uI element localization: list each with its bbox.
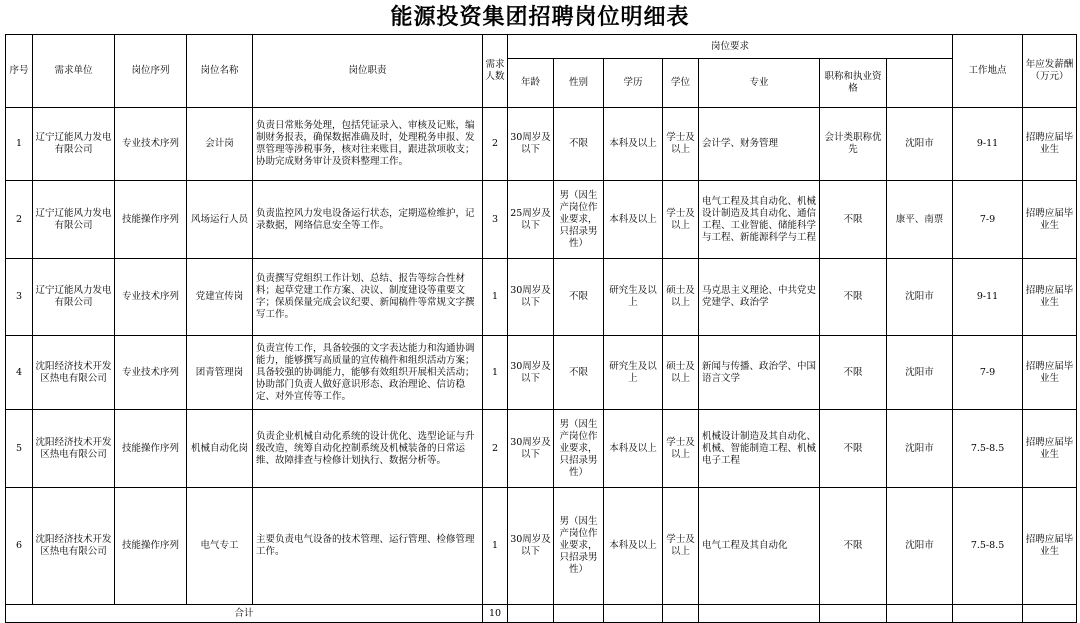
header-dept: 需求单位 bbox=[33, 35, 115, 108]
cell-education: 研究生及以上 bbox=[604, 259, 663, 336]
cell-duty: 主要负责电气设备的技术管理、运行管理、检修管理工作。 bbox=[253, 488, 483, 605]
cell-salary: 7-9 bbox=[953, 181, 1023, 259]
total-label: 合计 bbox=[6, 605, 483, 623]
cell-degree: 学士及以上 bbox=[663, 181, 699, 259]
cell-position: 团青管理岗 bbox=[187, 336, 253, 410]
cell-duty: 负责撰写党组织工作计划、总结、报告等综合性材料；起草党建工作方案、决议、制度建设等重要文字；保质保量完成会议纪要、新闻稿件等常规文字撰写工作。 bbox=[253, 259, 483, 336]
cell-salary: 9-11 bbox=[953, 259, 1023, 336]
total-empty-cell bbox=[508, 605, 554, 623]
cell-location: 沈阳市 bbox=[887, 488, 953, 605]
cell-category: 招聘应届毕业生 bbox=[1023, 108, 1077, 181]
cell-education: 研究生及以上 bbox=[604, 336, 663, 410]
cell-series: 专业技术序列 bbox=[115, 259, 187, 336]
cell-gender: 不限 bbox=[554, 336, 604, 410]
cell-age: 25周岁及以下 bbox=[508, 181, 554, 259]
cell-category: 招聘应届毕业生 bbox=[1023, 488, 1077, 605]
cell-title-qual: 不限 bbox=[820, 181, 887, 259]
cell-gender: 男（因生产岗位作业要求，只招录男性） bbox=[554, 181, 604, 259]
cell-education: 本科及以上 bbox=[604, 410, 663, 488]
cell-age: 30周岁及以下 bbox=[508, 259, 554, 336]
cell-major: 新闻与传播、政治学、中国语言文学 bbox=[699, 336, 820, 410]
cell-count: 1 bbox=[483, 336, 508, 410]
total-empty-cell bbox=[699, 605, 820, 623]
total-empty-cell bbox=[953, 605, 1023, 623]
cell-series: 专业技术序列 bbox=[115, 108, 187, 181]
cell-location: 沈阳市 bbox=[887, 336, 953, 410]
cell-dept: 沈阳经济技术开发区热电有限公司 bbox=[33, 336, 115, 410]
recruitment-table bbox=[5, 34, 1077, 623]
cell-title-qual: 不限 bbox=[820, 259, 887, 336]
cell-location: 沈阳市 bbox=[887, 410, 953, 488]
cell-gender: 不限 bbox=[554, 108, 604, 181]
cell-position: 风场运行人员 bbox=[187, 181, 253, 259]
total-count: 10 bbox=[483, 605, 508, 623]
cell-category: 招聘应届毕业生 bbox=[1023, 181, 1077, 259]
cell-series: 专业技术序列 bbox=[115, 336, 187, 410]
table-row bbox=[6, 259, 1077, 336]
table-row bbox=[6, 410, 1077, 488]
total-empty-cell bbox=[554, 605, 604, 623]
cell-seq: 3 bbox=[6, 259, 33, 336]
cell-count: 1 bbox=[483, 259, 508, 336]
cell-title-qual: 不限 bbox=[820, 336, 887, 410]
total-row bbox=[6, 605, 1077, 623]
cell-title-qual: 不限 bbox=[820, 488, 887, 605]
cell-position: 机械自动化岗 bbox=[187, 410, 253, 488]
cell-salary: 9-11 bbox=[953, 108, 1023, 181]
total-empty-cell bbox=[663, 605, 699, 623]
cell-age: 30周岁及以下 bbox=[508, 410, 554, 488]
cell-major: 马克思主义理论、中共党史党建学、政治学 bbox=[699, 259, 820, 336]
cell-position: 会计岗 bbox=[187, 108, 253, 181]
cell-dept: 沈阳经济技术开发区热电有限公司 bbox=[33, 488, 115, 605]
cell-count: 3 bbox=[483, 181, 508, 259]
cell-duty: 负责日常账务处理，包括凭证录入、审核及记账，编制财务报表，确保数据准确及时，处理税务申报、发票管理等涉税事务，核对往来账目，跟进款项收支；协助完成财务审计及资料整理工作。 bbox=[253, 108, 483, 181]
cell-salary: 7.5-8.5 bbox=[953, 488, 1023, 605]
cell-major: 会计学、财务管理 bbox=[699, 108, 820, 181]
cell-position: 电气专工 bbox=[187, 488, 253, 605]
cell-category: 招聘应届毕业生 bbox=[1023, 259, 1077, 336]
table-row bbox=[6, 108, 1077, 181]
total-empty-cell bbox=[887, 605, 953, 623]
cell-dept: 辽宁辽能风力发电有限公司 bbox=[33, 259, 115, 336]
cell-salary: 7.5-8.5 bbox=[953, 410, 1023, 488]
cell-series: 技能操作序列 bbox=[115, 410, 187, 488]
cell-degree: 硕士及以上 bbox=[663, 336, 699, 410]
header-education: 学历 bbox=[604, 59, 663, 108]
table-row bbox=[6, 488, 1077, 605]
cell-duty: 负责监控风力发电设备运行状态，定期巡检维护，记录数据，网络信息安全等工作。 bbox=[253, 181, 483, 259]
cell-seq: 2 bbox=[6, 181, 33, 259]
page-title: 能源投资集团招聘岗位明细表 bbox=[390, 4, 690, 30]
header-series: 岗位序列 bbox=[115, 35, 187, 108]
header-degree: 学位 bbox=[663, 59, 699, 108]
header-seq: 序号 bbox=[6, 35, 33, 108]
cell-dept: 辽宁辽能风力发电有限公司 bbox=[33, 181, 115, 259]
cell-count: 2 bbox=[483, 410, 508, 488]
cell-category: 招聘应届毕业生 bbox=[1023, 410, 1077, 488]
total-empty-cell bbox=[604, 605, 663, 623]
cell-age: 30周岁及以下 bbox=[508, 336, 554, 410]
cell-education: 本科及以上 bbox=[604, 488, 663, 605]
cell-location: 沈阳市 bbox=[887, 108, 953, 181]
cell-major: 电气工程及其自动化 bbox=[699, 488, 820, 605]
header-requirements: 岗位要求 bbox=[508, 35, 953, 59]
cell-salary: 7-9 bbox=[953, 336, 1023, 410]
table-row bbox=[6, 336, 1077, 410]
cell-seq: 5 bbox=[6, 410, 33, 488]
cell-count: 1 bbox=[483, 488, 508, 605]
cell-gender: 男（因生产岗位作业要求，只招录男性） bbox=[554, 488, 604, 605]
header-location: 工作地点 bbox=[953, 35, 1023, 108]
header-age: 年龄 bbox=[508, 59, 554, 108]
cell-category: 招聘应届毕业生 bbox=[1023, 336, 1077, 410]
cell-major: 机械设计制造及其自动化、机械、智能制造工程、机械电子工程 bbox=[699, 410, 820, 488]
cell-series: 技能操作序列 bbox=[115, 488, 187, 605]
cell-degree: 学士及以上 bbox=[663, 108, 699, 181]
cell-location: 沈阳市 bbox=[887, 259, 953, 336]
cell-location: 康平、南票 bbox=[887, 181, 953, 259]
cell-seq: 1 bbox=[6, 108, 33, 181]
cell-count: 2 bbox=[483, 108, 508, 181]
cell-age: 30周岁及以下 bbox=[508, 488, 554, 605]
cell-title-qual: 不限 bbox=[820, 410, 887, 488]
cell-gender: 男（因生产岗位作业要求，只招录男性） bbox=[554, 410, 604, 488]
cell-title-qual: 会计类职称优先 bbox=[820, 108, 887, 181]
cell-seq: 6 bbox=[6, 488, 33, 605]
cell-series: 技能操作序列 bbox=[115, 181, 187, 259]
header-gender: 性别 bbox=[554, 59, 604, 108]
cell-dept: 辽宁辽能风力发电有限公司 bbox=[33, 108, 115, 181]
cell-education: 本科及以上 bbox=[604, 108, 663, 181]
header-count: 需求人数 bbox=[483, 35, 508, 108]
total-empty-cell bbox=[1023, 605, 1077, 623]
cell-duty: 负责宣传工作，具备较强的文字表达能力和沟通协调能力，能够撰写高质量的宣传稿件和组织活动方案；具备较强的协调能力，能够有效组织开展相关活动；协助部门负责人做好意识形态、政治理论、信访稳定、对外宣传等工作。 bbox=[253, 336, 483, 410]
header-row-top bbox=[6, 35, 1077, 59]
cell-gender: 不限 bbox=[554, 259, 604, 336]
cell-seq: 4 bbox=[6, 336, 33, 410]
header-title-qual: 职称和执业资格 bbox=[820, 59, 887, 108]
cell-degree: 学士及以上 bbox=[663, 410, 699, 488]
cell-position: 党建宣传岗 bbox=[187, 259, 253, 336]
cell-degree: 学士及以上 bbox=[663, 488, 699, 605]
header-position: 岗位名称 bbox=[187, 35, 253, 108]
header-salary: 年应发薪酬（万元） bbox=[1023, 35, 1077, 108]
cell-degree: 硕士及以上 bbox=[663, 259, 699, 336]
cell-dept: 沈阳经济技术开发区热电有限公司 bbox=[33, 410, 115, 488]
cell-duty: 负责企业机械自动化系统的设计优化、选型论证与升级改造，统筹自动化控制系统及机械装备的日常运维、故障排查与检修计划执行、数据分析等。 bbox=[253, 410, 483, 488]
cell-age: 30周岁及以下 bbox=[508, 108, 554, 181]
cell-major: 电气工程及其自动化、机械设计制造及其自动化、通信工程、工业智能、储能科学与工程、新能源科学与工程 bbox=[699, 181, 820, 259]
header-duty: 岗位职责 bbox=[253, 35, 483, 108]
cell-education: 本科及以上 bbox=[604, 181, 663, 259]
table-row bbox=[6, 181, 1077, 259]
total-empty-cell bbox=[820, 605, 887, 623]
header-major: 专业 bbox=[699, 59, 820, 108]
